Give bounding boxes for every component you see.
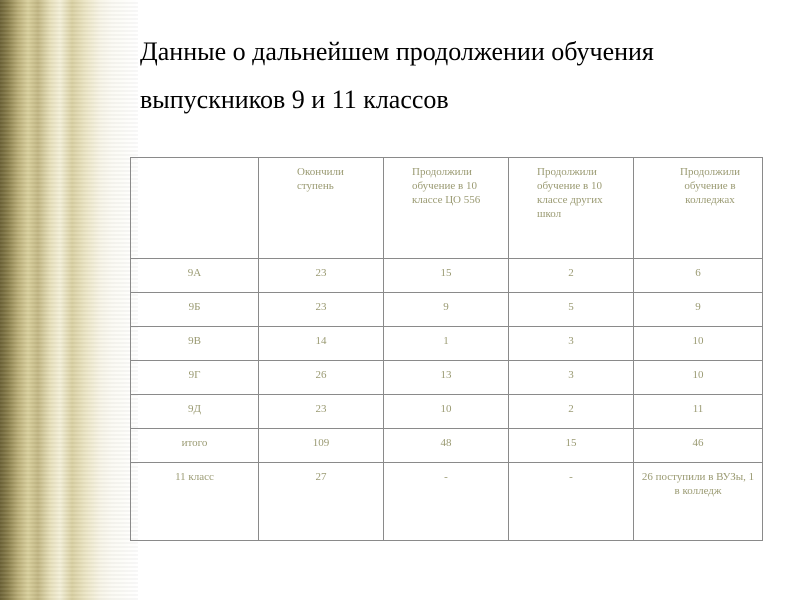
- header-cell-continued-colleges: Продолжили обучение в колледжах: [634, 158, 763, 259]
- cell-other-schools: 2: [509, 395, 634, 429]
- table-row-total: [131, 429, 763, 463]
- cell-colleges: 46: [634, 429, 763, 463]
- cell-colleges: 10: [634, 361, 763, 395]
- cell-co556: 48: [384, 429, 509, 463]
- table-row-grade-11: [131, 463, 763, 541]
- cell-finished: 109: [259, 429, 384, 463]
- cell-colleges: 6: [634, 259, 763, 293]
- cell-finished: 23: [259, 293, 384, 327]
- cell-finished: 23: [259, 259, 384, 293]
- cell-co556: 1: [384, 327, 509, 361]
- cell-other-schools: 3: [509, 327, 634, 361]
- slide-title: [140, 28, 780, 124]
- cell-finished: 26: [259, 361, 384, 395]
- table-row: [131, 361, 763, 395]
- header-cell-continued-co556: Продолжили обучение в 10 классе ЦО 556: [384, 158, 509, 259]
- row-label: 11 класс: [131, 463, 259, 541]
- cell-other-schools: 5: [509, 293, 634, 327]
- row-label: 9Б: [131, 293, 259, 327]
- cell-other-schools: 3: [509, 361, 634, 395]
- cell-co556: 13: [384, 361, 509, 395]
- cell-other-schools: -: [509, 463, 634, 541]
- cell-colleges: 9: [634, 293, 763, 327]
- cell-other-schools: 2: [509, 259, 634, 293]
- table-row: [131, 293, 763, 327]
- title-line-2: выпускников 9 и 11 классов: [140, 85, 449, 114]
- cell-co556: 15: [384, 259, 509, 293]
- cell-finished: 23: [259, 395, 384, 429]
- title-line-1: Данные о дальнейшем продолжении обучения: [140, 37, 654, 66]
- decorative-side-band: [0, 0, 138, 600]
- cell-co556: 10: [384, 395, 509, 429]
- cell-finished: 14: [259, 327, 384, 361]
- cell-colleges: 10: [634, 327, 763, 361]
- cell-colleges: 26 поступили в ВУЗы, 1 в колледж: [634, 463, 763, 541]
- header-cell-continued-other-schools: Продолжили обучение в 10 классе других школ: [509, 158, 634, 259]
- row-label: 9Г: [131, 361, 259, 395]
- cell-co556: -: [384, 463, 509, 541]
- row-label: 9В: [131, 327, 259, 361]
- table-header-row: [131, 158, 763, 259]
- cell-other-schools: 15: [509, 429, 634, 463]
- table-row: [131, 327, 763, 361]
- row-label: 9Д: [131, 395, 259, 429]
- header-cell-finished: Окончили ступень: [259, 158, 384, 259]
- header-cell-class: [131, 158, 259, 259]
- row-label: итого: [131, 429, 259, 463]
- row-label: 9А: [131, 259, 259, 293]
- cell-colleges: 11: [634, 395, 763, 429]
- cell-finished: 27: [259, 463, 384, 541]
- cell-co556: 9: [384, 293, 509, 327]
- table-row: [131, 259, 763, 293]
- graduates-table: [130, 157, 763, 541]
- table-row: [131, 395, 763, 429]
